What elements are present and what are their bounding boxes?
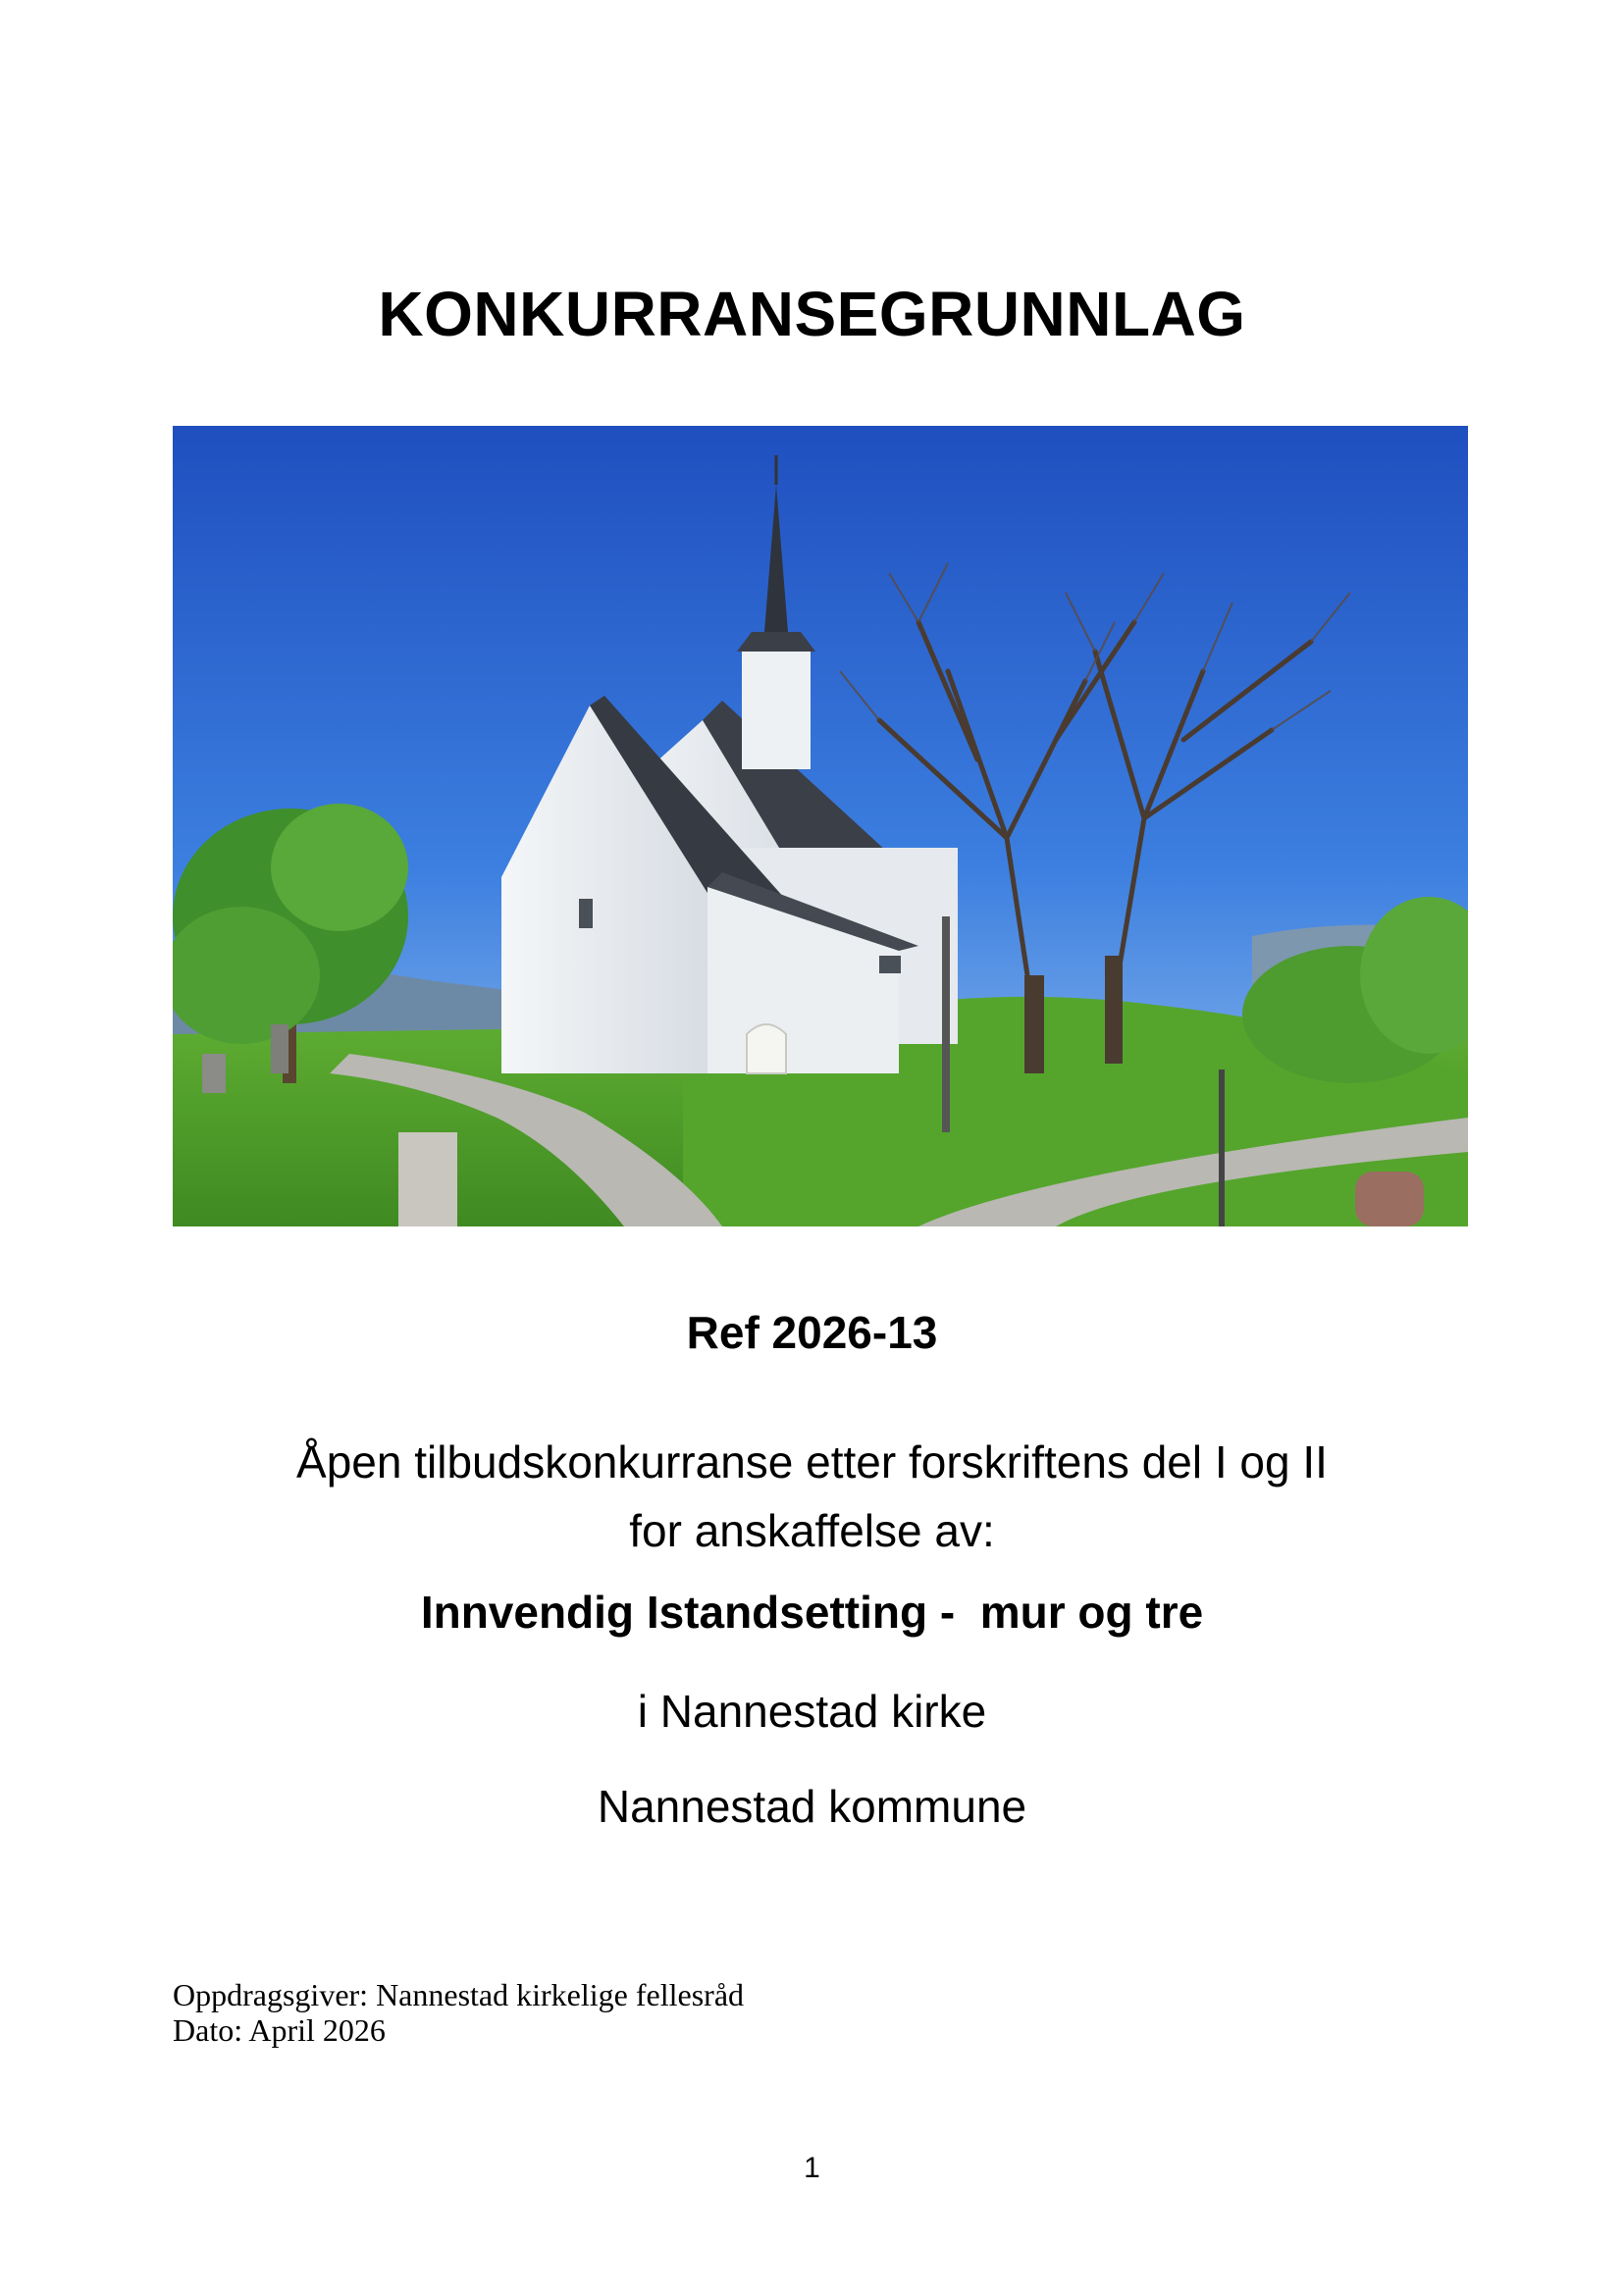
municipality-line: Nannestad kommune [597, 1781, 1027, 1832]
location-line: i Nannestad kirke [637, 1686, 987, 1737]
client-line: Oppdragsgiver: Nannestad kirkelige fellesråd [173, 1977, 745, 2012]
date-line: Dato: April 2026 [173, 2012, 386, 2048]
reference-number: Ref 2026-13 [686, 1307, 938, 1358]
intro-line: for anskaffelse av: [629, 1505, 995, 1556]
project-title: Innvendig Istandsetting - mur og tre [420, 1587, 1204, 1638]
church-photo-icon [173, 426, 1468, 1226]
intro-line: Åpen tilbudskonkurranse etter forskriftens del I og II [296, 1436, 1328, 1487]
page-title: KONKURRANSEGRUNNLAG [378, 279, 1246, 349]
intro-text [0, 1428, 1624, 1565]
document-meta [173, 1977, 744, 2048]
page-number: 1 [804, 2152, 820, 2184]
